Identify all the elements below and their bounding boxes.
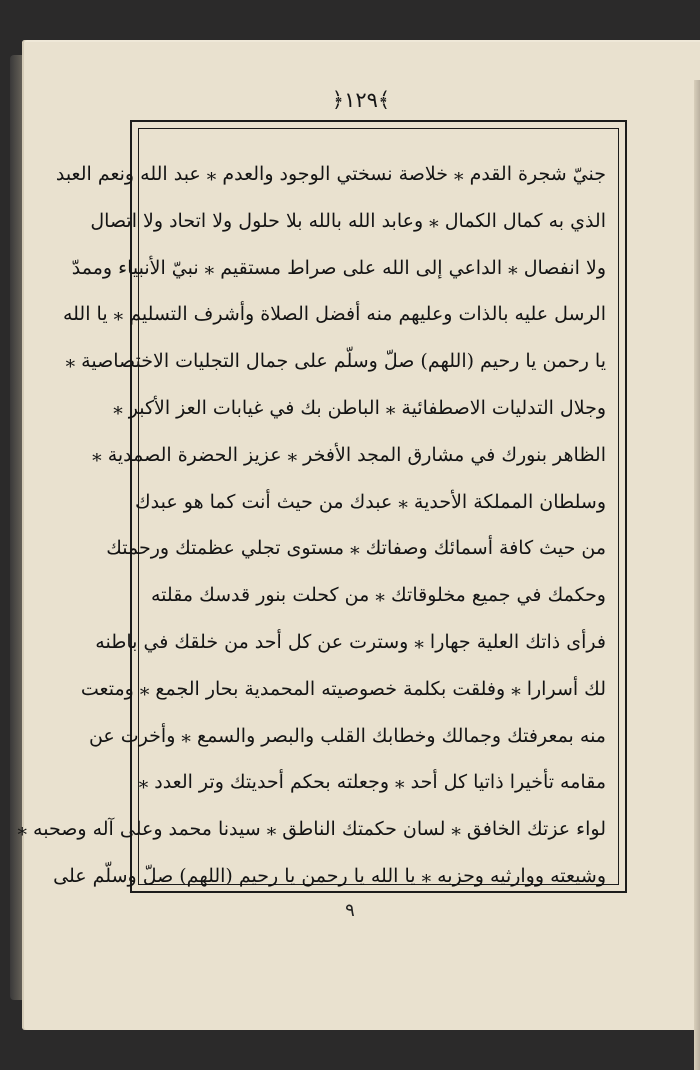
- text-line: وسلطان المملكة الأحدية ⁎ عبدك من حيث أنت كما هو عبدك: [135, 490, 606, 513]
- text-line: من حيث كافة أسمائك وصفاتك ⁎ مستوى تجلي عظمتك ورحمتك: [106, 537, 606, 560]
- text-line: لواء عزتك الخافق ⁎ لسان حكمتك الناطق ⁎ سيدنا محمد وعلى آله وصحبه ⁎: [17, 818, 606, 841]
- text-frame-outer: [17, 120, 627, 893]
- text-line: فرأى ذاتك العلية جهارا ⁎ وسترت عن كل أحد من خلقك في باطنه: [95, 630, 606, 653]
- text-line: جنيّ شجرة القدم ⁎ خلاصة نسختي الوجود والعدم ⁎ عبد الله ونعم العبد: [55, 163, 606, 185]
- text-line: ولا انفصال ⁎ الداعي إلى الله على صراط مستقيم ⁎ نبيّ الأنبياء وممدّ: [71, 256, 606, 279]
- text-line: يا رحمن يا رحيم (اللهم) صلّ وسلّم على جمال التجليات الاختصاصية ⁎: [65, 350, 606, 373]
- page-number: ﴿١٢٩﴾: [331, 88, 391, 112]
- text-line: وحكمك في جميع مخلوقاتك ⁎ من كحلت بنور قدسك مقلته: [151, 584, 606, 607]
- text-line: وشيعته ووارثيه وحزبه ⁎ يا الله يا رحمن يا رحيم (اللهم) صلّ وسلّم على: [53, 864, 606, 887]
- arabic-text-block: [17, 151, 606, 887]
- text-line: الرسل عليه بالذات وعليهم منه أفضل الصلاة وأشرف التسليم ⁎ يا الله: [62, 303, 606, 326]
- text-line: مقامه تأخيرا ذاتيا كل أحد ⁎ وجعلته بحكم أحديتك وتر العدد ⁎: [138, 771, 606, 794]
- text-frame-inner: [17, 128, 619, 887]
- text-line: الظاهر بنورك في مشارق المجد الأفخر ⁎ عزيز الحضرة الصمدية ⁎: [92, 443, 606, 466]
- text-line: الذي به كمال الكمال ⁎ وعابد الله بالله بلا حلول ولا اتحاد ولا اتصال: [90, 209, 606, 232]
- text-line: منه بمعرفتك وجمالك وخطابك القلب والبصر والسمع ⁎ وأخرت عن: [88, 724, 606, 747]
- page-edge: [694, 80, 700, 1070]
- signature-mark: ٩: [345, 900, 355, 921]
- text-line: لك أسرارا ⁎ وفلقت بكلمة خصوصيته المحمدية بحار الجمع ⁎ ومتعت: [80, 677, 606, 700]
- text-line: وجلال التدليات الاصطفائية ⁎ الباطن بك في غيابات العز الأكبر ⁎: [113, 396, 606, 419]
